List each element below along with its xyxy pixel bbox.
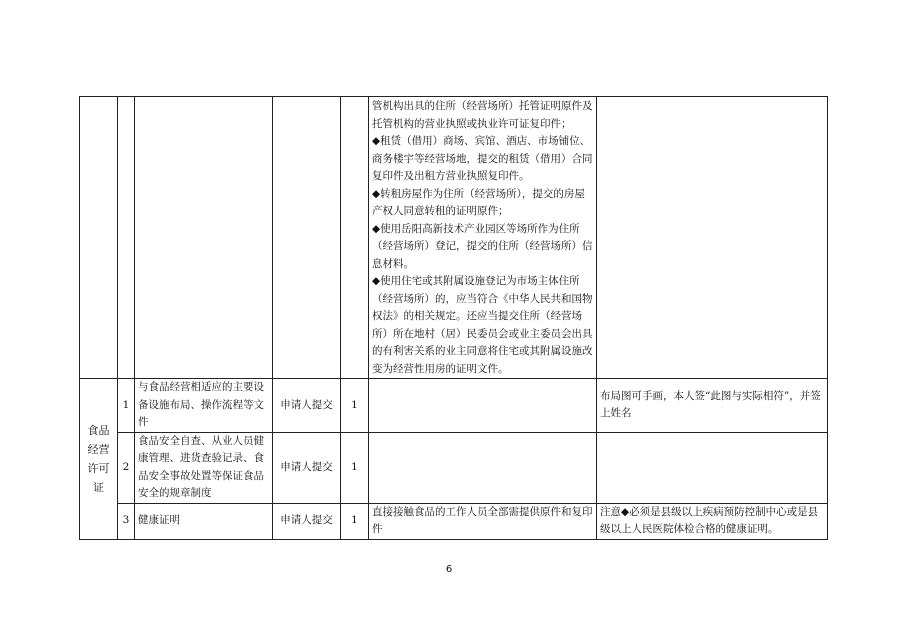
copies-count: 1 [341, 432, 369, 503]
row-number: 2 [118, 432, 135, 503]
row-number: 3 [118, 503, 135, 539]
page-number: 6 [445, 564, 453, 575]
requirement-item: ◆使用岳阳高新技术产业园区等场所作为住所（经营场所）登记，提交的住所（经营场所）信息材料。 [372, 222, 593, 270]
material-name: 与食品经营相适应的主要设备设施布局、操作流程等文件 [135, 379, 273, 433]
requirement-item: ◆转租房屋作为住所（经营场所），提交的房屋产权人同意转租的证明原件； [372, 187, 585, 217]
table-row [80, 503, 828, 539]
material-requirement [369, 379, 597, 433]
requirement-list [372, 98, 593, 378]
copies-count: 1 [341, 503, 369, 539]
material-cell-empty [135, 97, 273, 379]
material-requirement [369, 432, 597, 503]
continuation-row [80, 97, 828, 379]
material-source: 申请人提交 [273, 432, 341, 503]
table-row [80, 432, 828, 503]
material-source: 申请人提交 [273, 503, 341, 539]
row-number: 1 [118, 379, 135, 433]
note-cell-empty [597, 97, 828, 379]
material-note: 布局图可手画，本人签“此图与实际相符”，并签上姓名 [597, 379, 828, 433]
requirement-item: ◆租赁（借用）商场、宾馆、酒店、市场铺位、商务楼宇等经营场地，提交的租赁（借用）合同复印件及出租方营业执照复印件。 [372, 135, 593, 182]
material-source: 申请人提交 [273, 379, 341, 433]
material-name: 食品安全自查、从业人员健康管理、进货查验记录、食品安全事故处置等保证食品安全的规章制度 [135, 432, 273, 503]
material-name: 健康证明 [135, 503, 273, 539]
no-cell-empty [118, 97, 135, 379]
material-note: 注意◆必须是县级以上疾病预防控制中心或是县级以上人民医院体检合格的健康证明。 [597, 503, 828, 539]
source-cell-empty [273, 97, 341, 379]
requirement-item: 管机构出具的住所（经营场所）托管证明原件及托管机构的营业执照或执业许可证复印件； [372, 100, 593, 130]
requirement-cell [369, 97, 597, 379]
copies-cell-empty [341, 97, 369, 379]
materials-table [79, 96, 828, 540]
table-row [80, 379, 828, 433]
material-note [597, 432, 828, 503]
material-requirement: 直接接触食品的工作人员全部需提供原件和复印件 [369, 503, 597, 539]
category-cell-empty [80, 97, 118, 379]
copies-count: 1 [341, 379, 369, 433]
category-cell: 食品经营许可证 [80, 379, 118, 540]
requirement-item: ◆使用住宅或其附属设施登记为市场主体住所（经营场所）的，应当符合《中华人民共和国物权法》的相关规定。还应当提交住所（经营场所）所在地村（居）民委员会或业主委员会出具的有利害关系的业主同意将住宅或其附属设施改变为经营性用房的证明文件。 [372, 275, 593, 375]
